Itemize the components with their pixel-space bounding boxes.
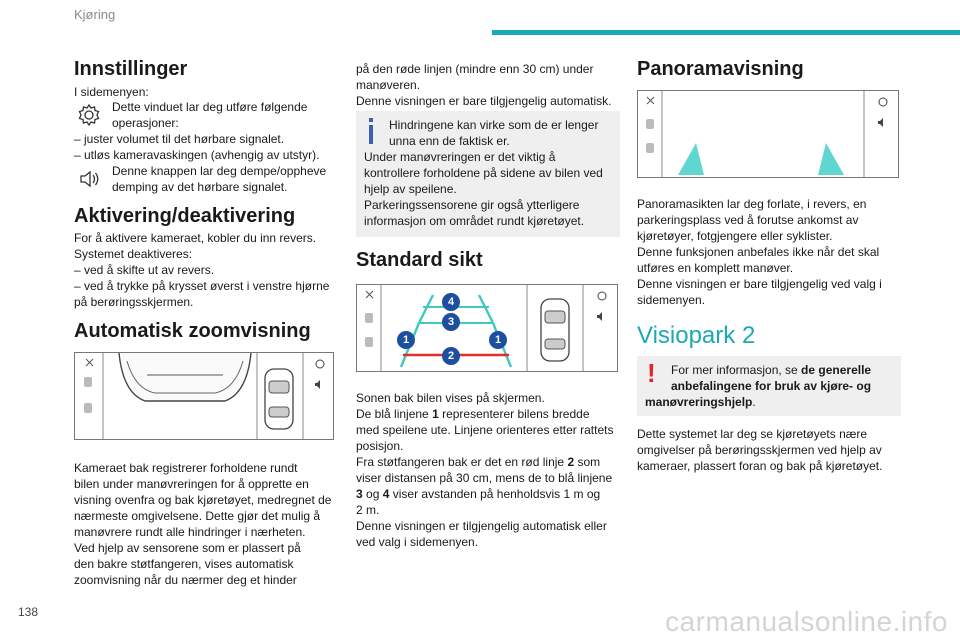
note-line: unna enn de faktisk er. [389, 134, 510, 148]
zoom-view-illustration [75, 353, 333, 439]
std-line: med speilene ute. Linjene orienteres etter rattets [356, 423, 614, 437]
visio-line: Dette systemet lar deg se kjøretøyets nære [637, 427, 868, 441]
panorama-view-illustration [638, 91, 898, 177]
gear-description-line2: operasjoner: [112, 116, 179, 130]
zoom-line: zoomvisning når du nærmer deg et hinder [74, 573, 297, 587]
std-text: som [574, 455, 601, 469]
warning-text: For mer informasjon, se [671, 363, 802, 377]
std-line [356, 486, 600, 502]
note-line: Under manøvreringen er det viktig å [364, 150, 556, 164]
std-line: ved valg i sidemenyen. [356, 535, 479, 549]
note-line: hjelp av speilene. [364, 182, 457, 196]
settings-list-item: – juster volumet til det hørbare signalet. [74, 132, 285, 146]
pano-line: parkeringsplass ved å forutse ankomst av [637, 213, 859, 227]
panorama-view-screen [637, 90, 899, 178]
note-line: informasjon om området rundt kjøretøyet. [364, 214, 585, 228]
std-text: Fra støtfangeren bak er det en rød linje [356, 455, 568, 469]
zoom-line: bilen under manøvreringen for å opprette en [74, 477, 309, 491]
note-line: Hindringene kan virke som de er lenger [389, 118, 599, 132]
std-line: viser distansen på 30 cm, mens de to blå linjene [356, 471, 613, 485]
std-line: Sonen bak bilen vises på skjermen. [356, 391, 545, 405]
pano-line: kjøretøyer, fotgjengere eller syklister. [637, 229, 833, 243]
pano-line: Panoramasikten lar deg forlate, i revers, en [637, 197, 867, 211]
innstillinger-heading: Innstillinger [74, 58, 188, 80]
marker-1-left: 1 [397, 331, 415, 349]
marker-1-right: 1 [489, 331, 507, 349]
info-note-box [356, 111, 620, 237]
zoom-line: Kameraet bak registrerer forholdene rundt [74, 461, 298, 475]
std-text: viser avstanden på henholdsvis 1 m og [389, 487, 601, 501]
aktivering-heading: Aktivering/deaktivering [74, 205, 296, 227]
warning-icon: ! [647, 358, 656, 388]
cont-line: på den røde linjen (mindre enn 30 cm) under [356, 62, 594, 76]
warning-line [671, 378, 871, 394]
std-ref-number: 3 [356, 487, 363, 501]
warning-bold: de generelle [801, 363, 872, 377]
std-text: De blå linjene [356, 407, 433, 421]
zoom-line: den bakre støtfangeren, vises automatisk [74, 557, 294, 571]
zoom-line: visning ovenfra og bak kjøretøyet, medregnet de [74, 493, 332, 507]
aktivering-line: – ved å skifte ut av revers. [74, 263, 215, 277]
aktivering-line: – ved å trykke på krysset øverst i venstre hjørne [74, 279, 330, 293]
section-header: Kjøring [74, 7, 116, 22]
zoom-line: nærmeste omgivelsene. Dette gjør det mulig å [74, 509, 321, 523]
settings-list-item: – utløs kameravaskingen (avhengig av utstyr). [74, 148, 320, 162]
std-line: Denne visningen er tilgjengelig automatisk eller [356, 519, 607, 533]
warning-line [671, 362, 871, 378]
std-text: representerer bilens bredde [438, 407, 590, 421]
standard-sikt-heading: Standard sikt [356, 249, 483, 271]
pano-line: Denne funksjonen anbefales ikke når det skal [637, 245, 880, 259]
std-line [356, 406, 590, 422]
std-ref-number: 2 [567, 455, 575, 469]
page-number: 138 [18, 605, 39, 619]
gear-icon [75, 101, 103, 129]
speaker-description-line1: Denne knappen lar deg dempe/oppheve [112, 164, 327, 178]
warning-bold: manøvreringshjelp [645, 395, 753, 409]
std-ref-number: 1 [432, 407, 439, 421]
zoom-view-screen [74, 352, 334, 440]
marker-4: 4 [442, 293, 460, 311]
pano-line: utføres en komplett manøver. [637, 261, 794, 275]
gear-description-line1: Dette vinduet lar deg utføre følgende [112, 100, 308, 114]
visio-line: omgivelser på berøringsskjermen ved hjelp av [637, 443, 882, 457]
sidemenu-intro: I sidemenyen: [74, 85, 149, 99]
zoom-line: manøvrere rundt alle hindringer i nærheten. [74, 525, 306, 539]
marker-3: 3 [442, 313, 460, 331]
aktivering-line: Systemet deaktiveres: [74, 247, 193, 261]
pano-line: sidemenyen. [637, 293, 706, 307]
zoom-line: Ved hjelp av sensorene som er plassert på [74, 541, 301, 555]
warning-line [645, 394, 756, 410]
std-ref-number: 4 [382, 487, 390, 501]
std-line: 2 m. [356, 503, 380, 517]
warning-text: . [752, 395, 756, 409]
warning-note-box [637, 356, 901, 416]
note-line: Parkeringssensorene gir også ytterligere [364, 198, 580, 212]
watermark: carmanualsonline.info [665, 606, 948, 637]
cont-line: Denne visningen er bare tilgjengelig automatisk. [356, 94, 612, 108]
speaker-icon [75, 165, 103, 193]
aktivering-line: på berøringsskjermen. [74, 295, 194, 309]
std-line [356, 454, 600, 470]
marker-2: 2 [442, 347, 460, 365]
panorama-heading: Panoramavisning [637, 58, 804, 80]
speaker-description-line2: demping av det hørbare signalet. [112, 180, 288, 194]
header-accent-bar [492, 30, 960, 35]
pano-line: Denne visningen er bare tilgjengelig ved valg i [637, 277, 882, 291]
visiopark-heading: Visiopark 2 [637, 322, 756, 349]
note-line: kontrollere forholdene på sidene av bilen ved [364, 166, 603, 180]
std-line: posisjon. [356, 439, 404, 453]
std-text: og [362, 487, 383, 501]
visio-line: kameraer, plassert foran og bak på kjøretøyet. [637, 459, 883, 473]
standard-view-screen [356, 284, 618, 372]
cont-line: manøveren. [356, 78, 421, 92]
info-icon [366, 118, 376, 144]
standard-view-illustration [357, 285, 617, 371]
warning-bold: anbefalingene for bruk av kjøre- og [671, 379, 872, 393]
zoom-heading: Automatisk zoomvisning [74, 320, 311, 342]
aktivering-line: For å aktivere kameraet, kobler du inn revers. [74, 231, 317, 245]
